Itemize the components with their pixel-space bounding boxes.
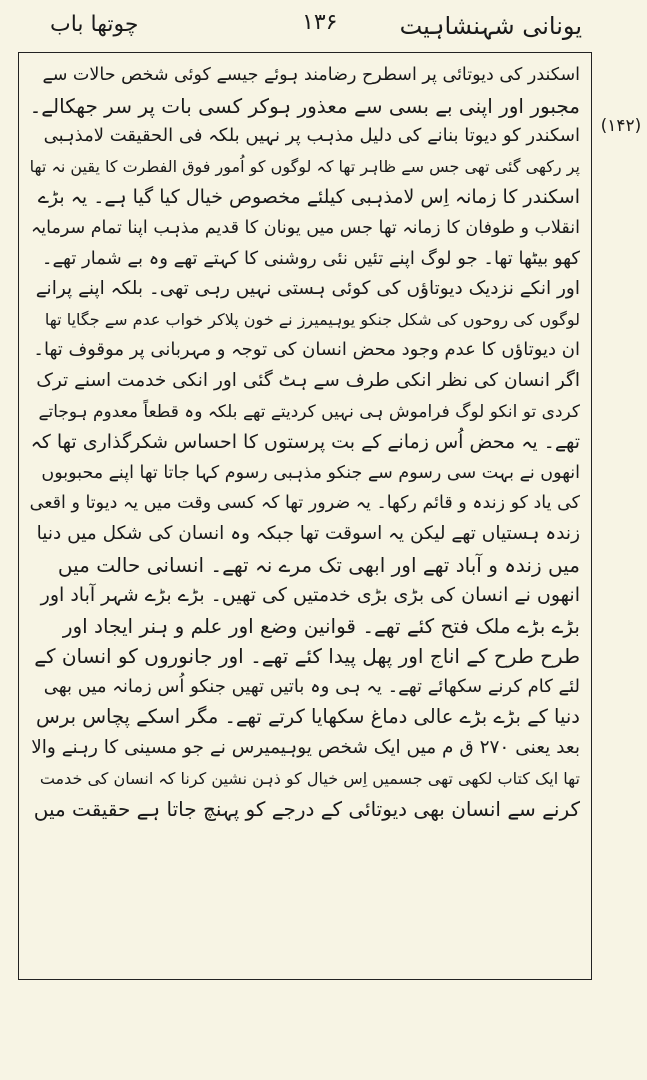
text-line: انھوں نے بہت سی رسوم سے جنکو مذہبی رسوم کہا جاتا تھا اپنے محبوبوں — [41, 462, 580, 483]
chapter-heading: چوتھا باب — [50, 12, 139, 37]
text-line: کرنے سے انسان بھی دیوتائی کے درجے کو پہنچ جاتا ہے حقیقت میں — [33, 797, 580, 822]
book-title: یونانی شہنشاہیت — [399, 12, 582, 40]
text-line: اور انکے نزدیک دیوتاؤں کی کوئی ہستی نہیں رہی تھی۔ بلکہ اپنے پرانے — [35, 278, 580, 300]
text-line: تھا ایک کتاب لکھی تھی جسمیں اِس خیال کو ذہن نشین کرنا کہ انسان کی خدمت — [39, 768, 580, 788]
text-line: اگر انسان کی نظر انکی طرف سے ہٹ گئی اور انکی خدمت اسنے ترک — [36, 369, 580, 391]
text-line: طرح طرح کے اناج اور پھل پیدا کئے تھے۔ اور جانوروں کو انسان کے — [34, 644, 580, 669]
text-line: میں زندہ و آباد تھے اور ابھی تک مرے نہ تھے۔ انسانی حالت میں — [57, 552, 580, 577]
text-line: مجبور اور اپنی بے بسی سے معذور ہوکر کسی بات پر سر جھکالے۔ — [30, 93, 580, 118]
page-number: ۱۳۶ — [302, 10, 338, 35]
text-line: انھوں نے انسان کی بڑی بڑی خدمتیں کی تھیں۔ بڑے بڑے شہر آباد اور — [40, 584, 580, 607]
text-line: انقلاب و طوفان کا زمانہ تھا جس میں یونان کا قدیم مذہب اپنا تمام سرمایہ — [30, 217, 580, 238]
text-line: اسکندر کو دیوتا بنانے کی دلیل مذہب پر نہیں بلکہ فی الحقیقت لامذہبی — [43, 125, 580, 147]
text-line: زندہ ہستیاں تھے لیکن یہ اسوقت تھا جبکہ وہ انسان کی شکل میں دنیا — [36, 522, 580, 544]
text-line: ان دیوتاؤں کا عدم وجود محض انسان کی توجہ و مہربانی پر موقوف تھا۔ — [33, 339, 580, 361]
text-line: بعد یعنی ۲۷۰ ق م میں ایک شخص یوہیمیرس نے جو مسینی کا رہنے والا — [31, 737, 580, 759]
body-text — [30, 60, 580, 825]
text-line: تھے۔ یہ محض اُس زمانے کے بت پرستوں کا احساس شکرگذاری تھا کہ — [30, 431, 580, 454]
text-line: پر رکھی گئی تھی جس سے ظاہر تھا کہ لوگوں کو اُمور فوق الفطرت کا یقین نہ تھا — [30, 156, 580, 176]
text-line: لوگوں کی روحوں کی شکل جنکو یوہیمیرز نے خون پلاکر خواب عدم سے جگایا تھا — [44, 309, 580, 329]
text-line: دنیا کے بڑے بڑے عالی دماغ سکھایا کرتے تھے۔ مگر اسکے پچاس برس — [36, 705, 580, 729]
margin-note: (۱۴۲) — [600, 116, 642, 136]
text-line: کھو بیٹھا تھا۔ جو لوگ اپنے تئیں نئی روشنی کا کہتے تھے وہ بے شمار تھے۔ — [41, 247, 580, 269]
text-line: اسکندر کا زمانہ اِس لامذہبی کیلئے مخصوص خیال کیا گیا ہے۔ یہ بڑے — [37, 186, 580, 209]
page-header — [20, 8, 620, 48]
text-line: کی یاد کو زندہ و قائم رکھا۔ یہ ضرور تھا کہ کسی وقت میں یہ دیوتا و اقعی — [30, 493, 580, 514]
text-line: لئے کام کرنے سکھائے تھے۔ یہ ہی وہ باتیں تھیں جنکو اُس زمانہ میں بھی — [43, 675, 580, 697]
text-line: اسکندر کی دیوتائی پر اسطرح رضامند ہوئے جیسے کوئی شخص حالات سے — [42, 65, 580, 85]
text-line: کردی تو انکو لوگ فراموش ہی نہیں کردیتے تھے بلکہ وہ قطعاً معدوم ہوجاتے — [38, 401, 580, 422]
text-line: بڑے بڑے ملک فتح کئے تھے۔ قوانین وضع اور علم و ہنر ایجاد اور — [62, 613, 580, 638]
